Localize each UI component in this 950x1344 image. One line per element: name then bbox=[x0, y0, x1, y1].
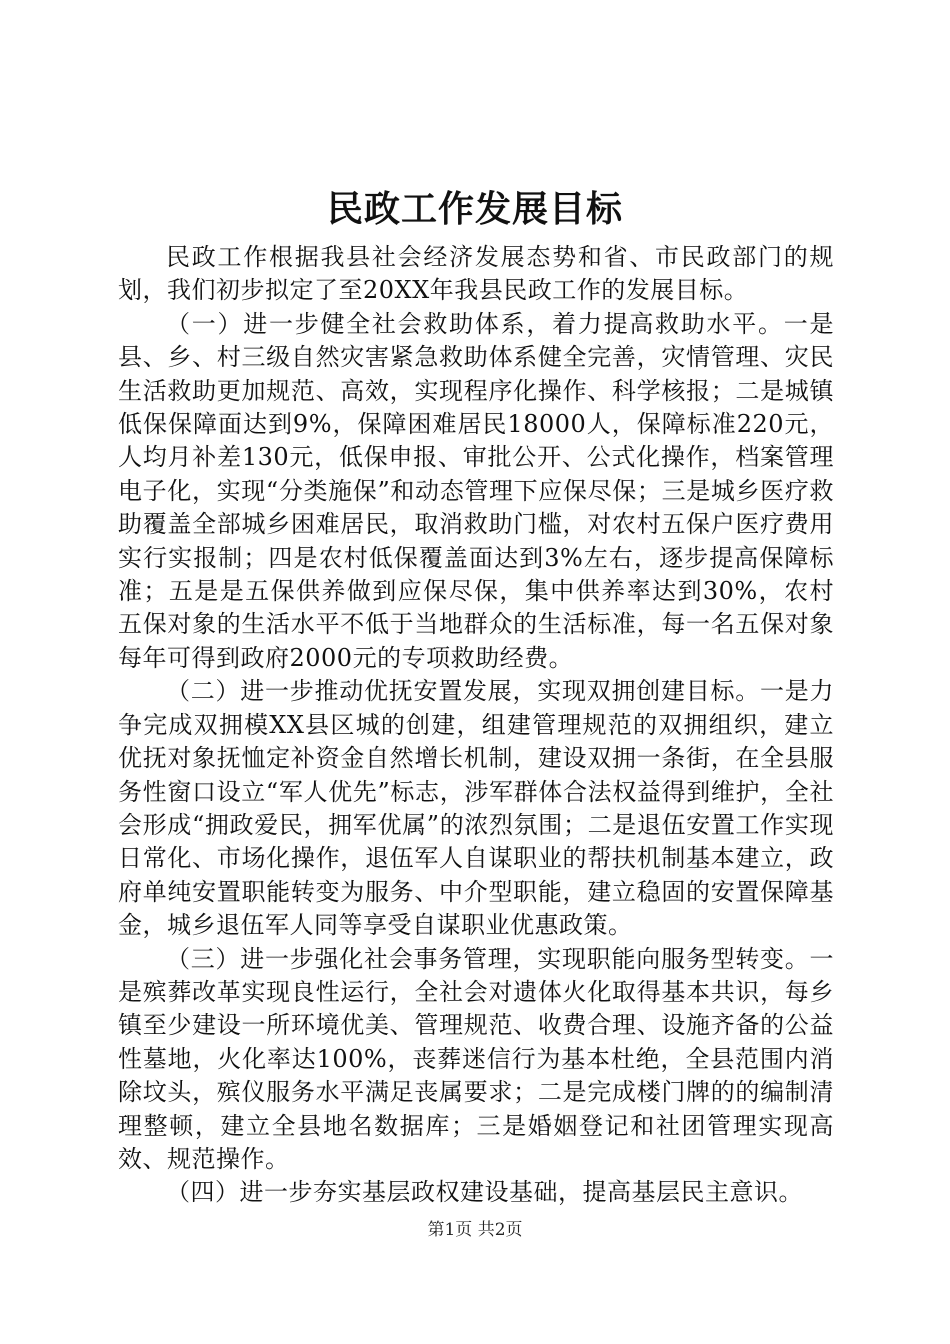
paragraph-section-2: （二）进一步推动优抚安置发展，实现双拥创建目标。一是力争完成双拥模XX县区城的创建，组建管理规范的双拥组织，建立优抚对象抚恤定补资金自然增长机制，建设双拥一条街，在全县服务性窗口设立“军人优先”标志，涉军群体合法权益得到维护，全社会形成“拥政爱民，拥军优属”的浓烈氛围；二是退伍安置工作实现日常化、市场化操作，退伍军人自谋职业的帮扶机制基本建立，政府单纯安置职能转变为服务、中介型职能，建立稳固的安置保障基金，城乡退伍军人同等享受自谋职业优惠政策。 bbox=[118, 677, 834, 940]
paragraph-section-4: （四）进一步夯实基层政权建设基础，提高基层民主意识。 bbox=[166, 1178, 803, 1207]
paragraph-section-3: （三）进一步强化社会事务管理，实现职能向服务型转变。一是殡葬改革实现良性运行，全社会对遗体火化取得基本共识，每乡镇至少建设一所环境优美、管理规范、收费合理、设施齐备的公益性墓地，火化率达100%，丧葬迷信行为基本杜绝，全县范围内消除坟头，殡仪服务水平满足丧属要求；二是完成楼门牌的的编制清理整顿，建立全县地名数据库；三是婚姻登记和社团管理实现高效、规范操作。 bbox=[118, 944, 834, 1173]
document-body bbox=[118, 241, 834, 1210]
page-number-footer: 第1页 共2页 bbox=[427, 1220, 523, 1240]
paragraph-section-1: （一）进一步健全社会救助体系，着力提高救助水平。一是县、乡、村三级自然灾害紧急救助体系健全完善，灾情管理、灾民生活救助更加规范、高效，实现程序化操作、科学核报；二是城镇低保保障面达到9%，保障困难居民18000人，保障标准220元，人均月补差130元，低保申报、审批公开、公式化操作，档案管理电子化，实现“分类施保”和动态管理下应保尽保；三是城乡医疗救助覆盖全部城乡困难居民，取消救助门槛，对农村五保户医疗费用实行实报制；四是农村低保覆盖面达到3%左右，逐步提高保障标准；五是是五保供养做到应保尽保，集中供养率达到30%，农村五保对象的生活水平不低于当地群众的生活标准，每一名五保对象每年可得到政府2000元的专项救助经费。 bbox=[118, 309, 834, 672]
document-title: 民政工作发展目标 bbox=[326, 188, 623, 230]
paragraph-intro: 民政工作根据我县社会经济发展态势和省、市民政部门的规划，我们初步拟定了至20XX年我县民政工作的发展目标。 bbox=[118, 243, 834, 305]
